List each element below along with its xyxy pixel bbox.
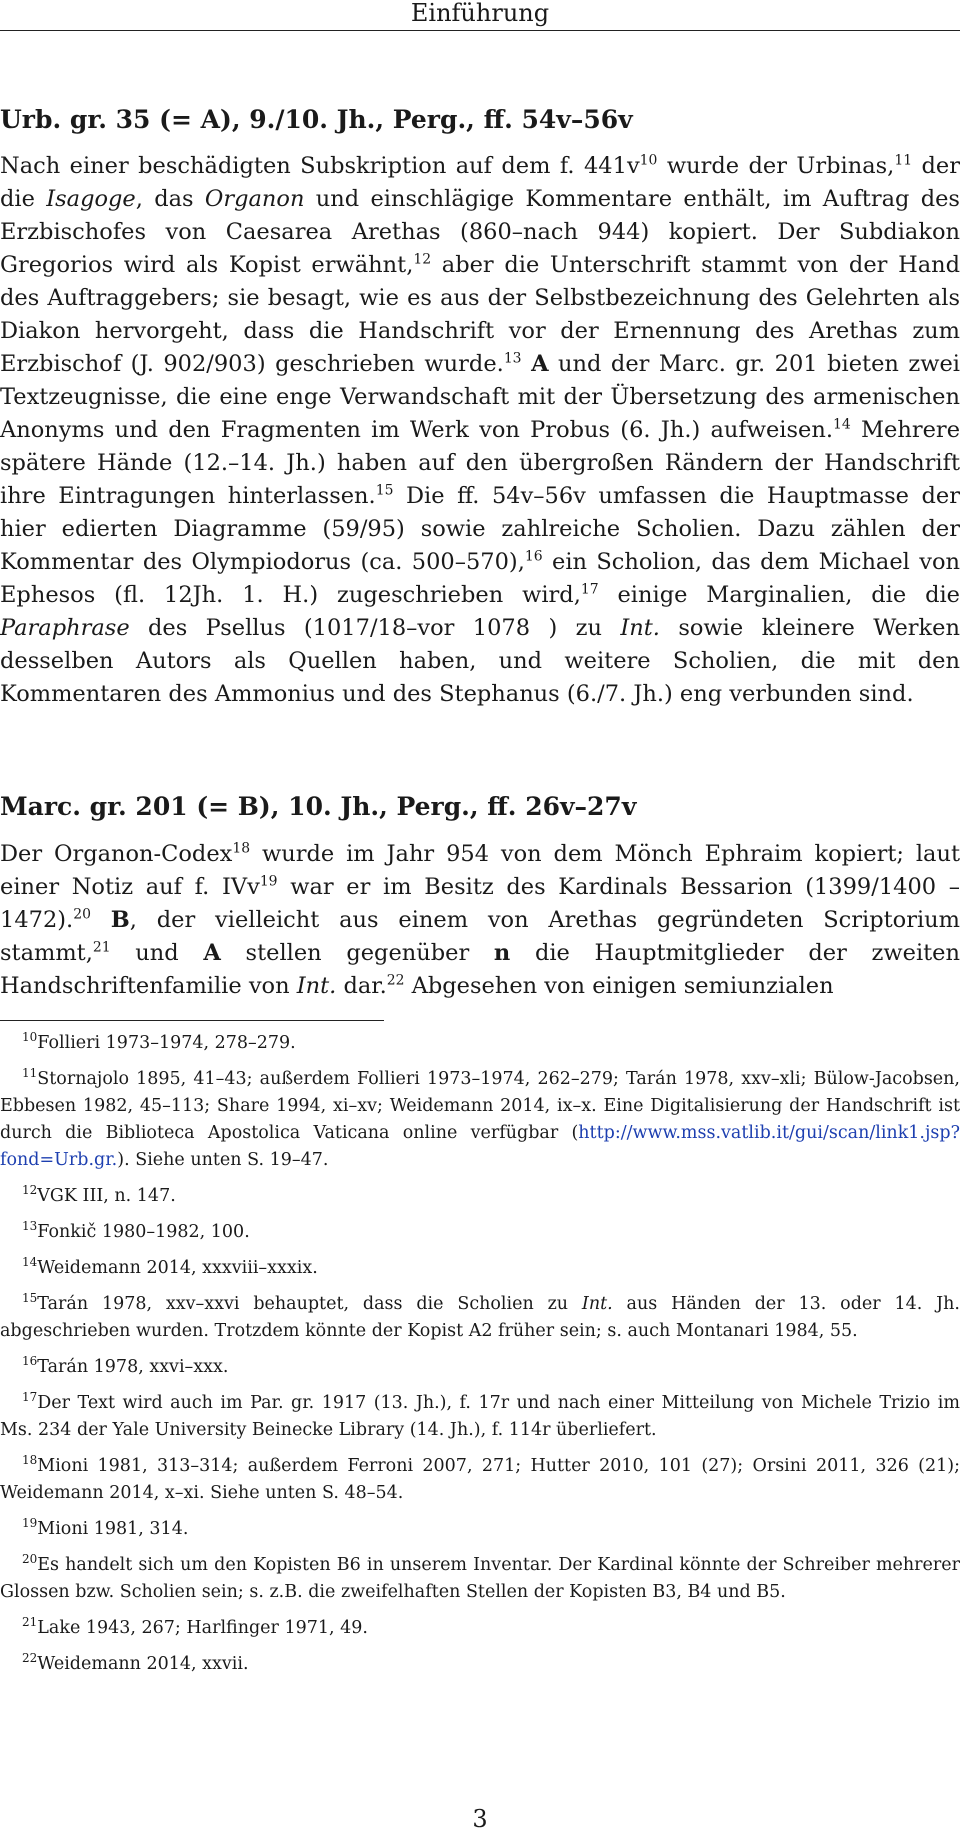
text-run: wurde im Jahr 954 von dem Mönch Ephraim kopiert; laut einer Notiz auf f. IVv [0, 841, 960, 900]
text-run: sowie kleinere Werken desselben Autors als Quellen haben, und weitere Scholien, die mit den Kommentaren des Ammonius und des Stephanus (6./7. Jh.) eng verbunden sind. [0, 615, 960, 707]
siglum: B [110, 907, 130, 933]
text-run: Die ff. 54v–56v umfassen die Hauptmasse der hier edierten Diagramme (59/95) sowie zahlreiche Scholien. Dazu zählen der Kommentar des Olympiodorus (ca. 500–570), [0, 483, 960, 575]
text-run: die Hauptmitglieder der zweiten Handschriftenfamilie von [0, 940, 960, 999]
footnote-reference[interactable]: 17 [580, 581, 599, 598]
text-run: Mioni 1981, 314. [37, 1519, 189, 1539]
footnote-reference[interactable]: 20 [73, 906, 91, 923]
footnote-number: 18 [22, 1453, 38, 1468]
footnote-number: 16 [22, 1354, 38, 1369]
text-run: wurde der Urbinas, [657, 153, 895, 179]
paragraph-marc [0, 838, 960, 1003]
italic-title: Int. [620, 615, 660, 641]
text-run: und [110, 940, 204, 966]
text-run: Nach einer beschädigten Subskription auf dem f. 441v [0, 153, 640, 179]
footnote-number: 20 [22, 1552, 38, 1567]
footnote-number: 12 [22, 1183, 38, 1198]
italic-title: Isagoge [46, 186, 136, 212]
text-run: , das [135, 186, 205, 212]
footnote-number: 10 [22, 1030, 38, 1045]
footnote-number: 22 [22, 1651, 38, 1666]
text-run: ein Scholion, das dem Michael von Ephesos (fl. 12Jh. 1. H.) zugeschrieben wird, [0, 549, 960, 608]
text-run: Weidemann 2014, xxxviii–xxxix. [37, 1258, 318, 1278]
digitization-link[interactable]: http://www.mss.vatlib.it/gui/scan/link1.jsp?fond=Urb.gr. [0, 1123, 960, 1170]
footnote-item [0, 1066, 960, 1174]
section-title-urb: Urb. gr. 35 (= A), 9./10. Jh., Perg., ff. 54v–56v [0, 105, 633, 134]
text-run: , der vielleicht aus einem von Arethas gegründeten Scriptorium stammt, [0, 907, 960, 966]
footnote-item [0, 1552, 960, 1606]
footnote-item [0, 1390, 960, 1444]
footnote-number: 11 [22, 1066, 38, 1081]
text-run: und der Marc. gr. 201 bieten zwei Textzeugnisse, die eine enge Verwandschaft mit der Übersetzung des armenischen Anonyms und den Fragmenten im Werk von Probus (6. Jh.) aufweisen. [0, 351, 960, 443]
text-run [91, 907, 111, 933]
text-run: war er im Besitz des Kardinals Bessarion (1399/1400 – 1472). [0, 874, 960, 933]
footnote-reference[interactable]: 19 [259, 873, 278, 890]
footnote-reference[interactable]: 12 [413, 251, 432, 268]
footnote-item [0, 1219, 960, 1246]
text-run [522, 351, 532, 377]
text-run: dar. [336, 973, 387, 999]
text-run: Tarán 1978, xxvi–xxx. [37, 1357, 229, 1377]
siglum: A [531, 351, 549, 377]
text-run: Stornajolo 1895, 41–43; außerdem Follieri 1973–1974, 262–279; Tarán 1978, xxv–xli; Bülow-Jacobsen, Ebbesen 1982, 45–113; Share 1994, xi–xv; Weidemann 2014, ix–x. Eine Digitalisierung der Handschrift ist durch die Biblioteca Apostolica Vaticana online verfügbar ( [0, 1069, 960, 1143]
page-number: 3 [472, 1805, 488, 1833]
paragraph-urb [0, 150, 960, 711]
text-run: Der Text wird auch im Par. gr. 1917 (13. Jh.), f. 17r und nach einer Mitteilung von Michele Trizio im Ms. 234 der Yale University Beinecke Library (14. Jh.), f. 114r überliefert. [0, 1393, 960, 1440]
text-run: aus Händen der 13. oder 14. Jh. abgeschrieben wurden. Trotzdem könnte der Kopist A2 früher sein; s. auch Montanari 1984, 55. [0, 1294, 960, 1341]
siglum: A [203, 940, 221, 966]
running-header: Einführung [410, 0, 550, 27]
text-run: des Psellus (1017/18–vor 1078 ) zu [129, 615, 621, 641]
footnote-number: 17 [22, 1390, 38, 1405]
footnote-reference[interactable]: 22 [386, 972, 405, 989]
text-run: Abgesehen von einigen semiunzialen [404, 973, 834, 999]
footnote-item [0, 1030, 960, 1057]
italic-title: Int. [296, 973, 337, 999]
footnote-rule [0, 1020, 384, 1021]
footnote-reference[interactable]: 13 [503, 350, 522, 367]
text-run: aber die Unterschrift stammt von der Hand des Auftraggebers; sie besagt, wie es aus der Selbstbezeichnung des Gelehrten als Diakon hervorgeht, dass die Handschrift vor der Ernennung des Arethas zum Erzbischof (J. 902/903) geschrieben wurde. [0, 252, 960, 377]
footnote-reference[interactable]: 15 [375, 482, 394, 499]
footnote-item [0, 1354, 960, 1381]
footnote-reference[interactable]: 18 [232, 840, 251, 857]
footnote-item [0, 1453, 960, 1507]
footnote-item [0, 1615, 960, 1642]
footnote-reference[interactable]: 11 [894, 152, 913, 169]
footnote-number: 19 [22, 1516, 38, 1531]
text-run: Weidemann 2014, xxvii. [37, 1654, 249, 1674]
footnote-reference[interactable]: 14 [833, 416, 851, 433]
footnote-number: 14 [22, 1255, 38, 1270]
text-run: einige Marginalien, die die [598, 582, 960, 608]
header-rule [0, 30, 960, 31]
footnote-number: 21 [22, 1615, 38, 1630]
footnote-number: 13 [22, 1219, 38, 1234]
footnote-reference[interactable]: 21 [92, 939, 111, 956]
footnote-item [0, 1516, 960, 1543]
text-run: stellen gegenüber [220, 940, 494, 966]
footnote-reference[interactable]: 10 [639, 152, 658, 169]
italic-title: Paraphrase [0, 615, 130, 641]
text-run: Follieri 1973–1974, 278–279. [37, 1033, 296, 1053]
siglum: n [493, 940, 511, 966]
text-run: und einschlägige Kommentare enthält, im Auftrag des Erzbischofes von Caesarea Arethas (860–nach 944) kopiert. Der Subdiakon Gregorios wird als Kopist erwähnt, [0, 186, 960, 278]
italic-title: Int. [581, 1294, 613, 1314]
footnote-item [0, 1183, 960, 1210]
text-run: Es handelt sich um den Kopisten B6 in unserem Inventar. Der Kardinal könnte der Schreiber mehrerer Glossen bzw. Scholien sein; s. z.B. die zweifelhaften Stellen der Kopisten B3, B4 und B5. [0, 1555, 960, 1602]
text-run: Der Organon-Codex [0, 841, 233, 867]
text-run: VGK III, n. 147. [37, 1186, 176, 1206]
text-run: Mehrere spätere Hände (12.–14. Jh.) haben auf den übergroßen Rändern der Handschrift ihre Eintragungen hinterlassen. [0, 417, 960, 509]
text-run: Mioni 1981, 313–314; außerdem Ferroni 2007, 271; Hutter 2010, 101 (27); Orsini 2011, 326 (21); Weidemann 2014, x–xi. Siehe unten S. 48–54. [0, 1456, 960, 1503]
footnote-item [0, 1291, 960, 1345]
footnote-item [0, 1255, 960, 1282]
footnotes-list [0, 1030, 960, 1687]
text-run: Tarán 1978, xxv–xxvi behauptet, dass die Scholien zu [37, 1294, 582, 1314]
section-title-marc: Marc. gr. 201 (= B), 10. Jh., Perg., ff. 26v–27v [0, 792, 637, 821]
text-run: der die [0, 153, 960, 212]
footnote-reference[interactable]: 16 [524, 548, 543, 565]
text-run: Lake 1943, 267; Harlfinger 1971, 49. [37, 1618, 368, 1638]
italic-title: Organon [204, 186, 305, 212]
text-run: ). Siehe unten S. 19–47. [117, 1150, 329, 1170]
text-run: Fonkič 1980–1982, 100. [37, 1222, 250, 1242]
footnote-item [0, 1651, 960, 1678]
footnote-number: 15 [22, 1291, 38, 1306]
